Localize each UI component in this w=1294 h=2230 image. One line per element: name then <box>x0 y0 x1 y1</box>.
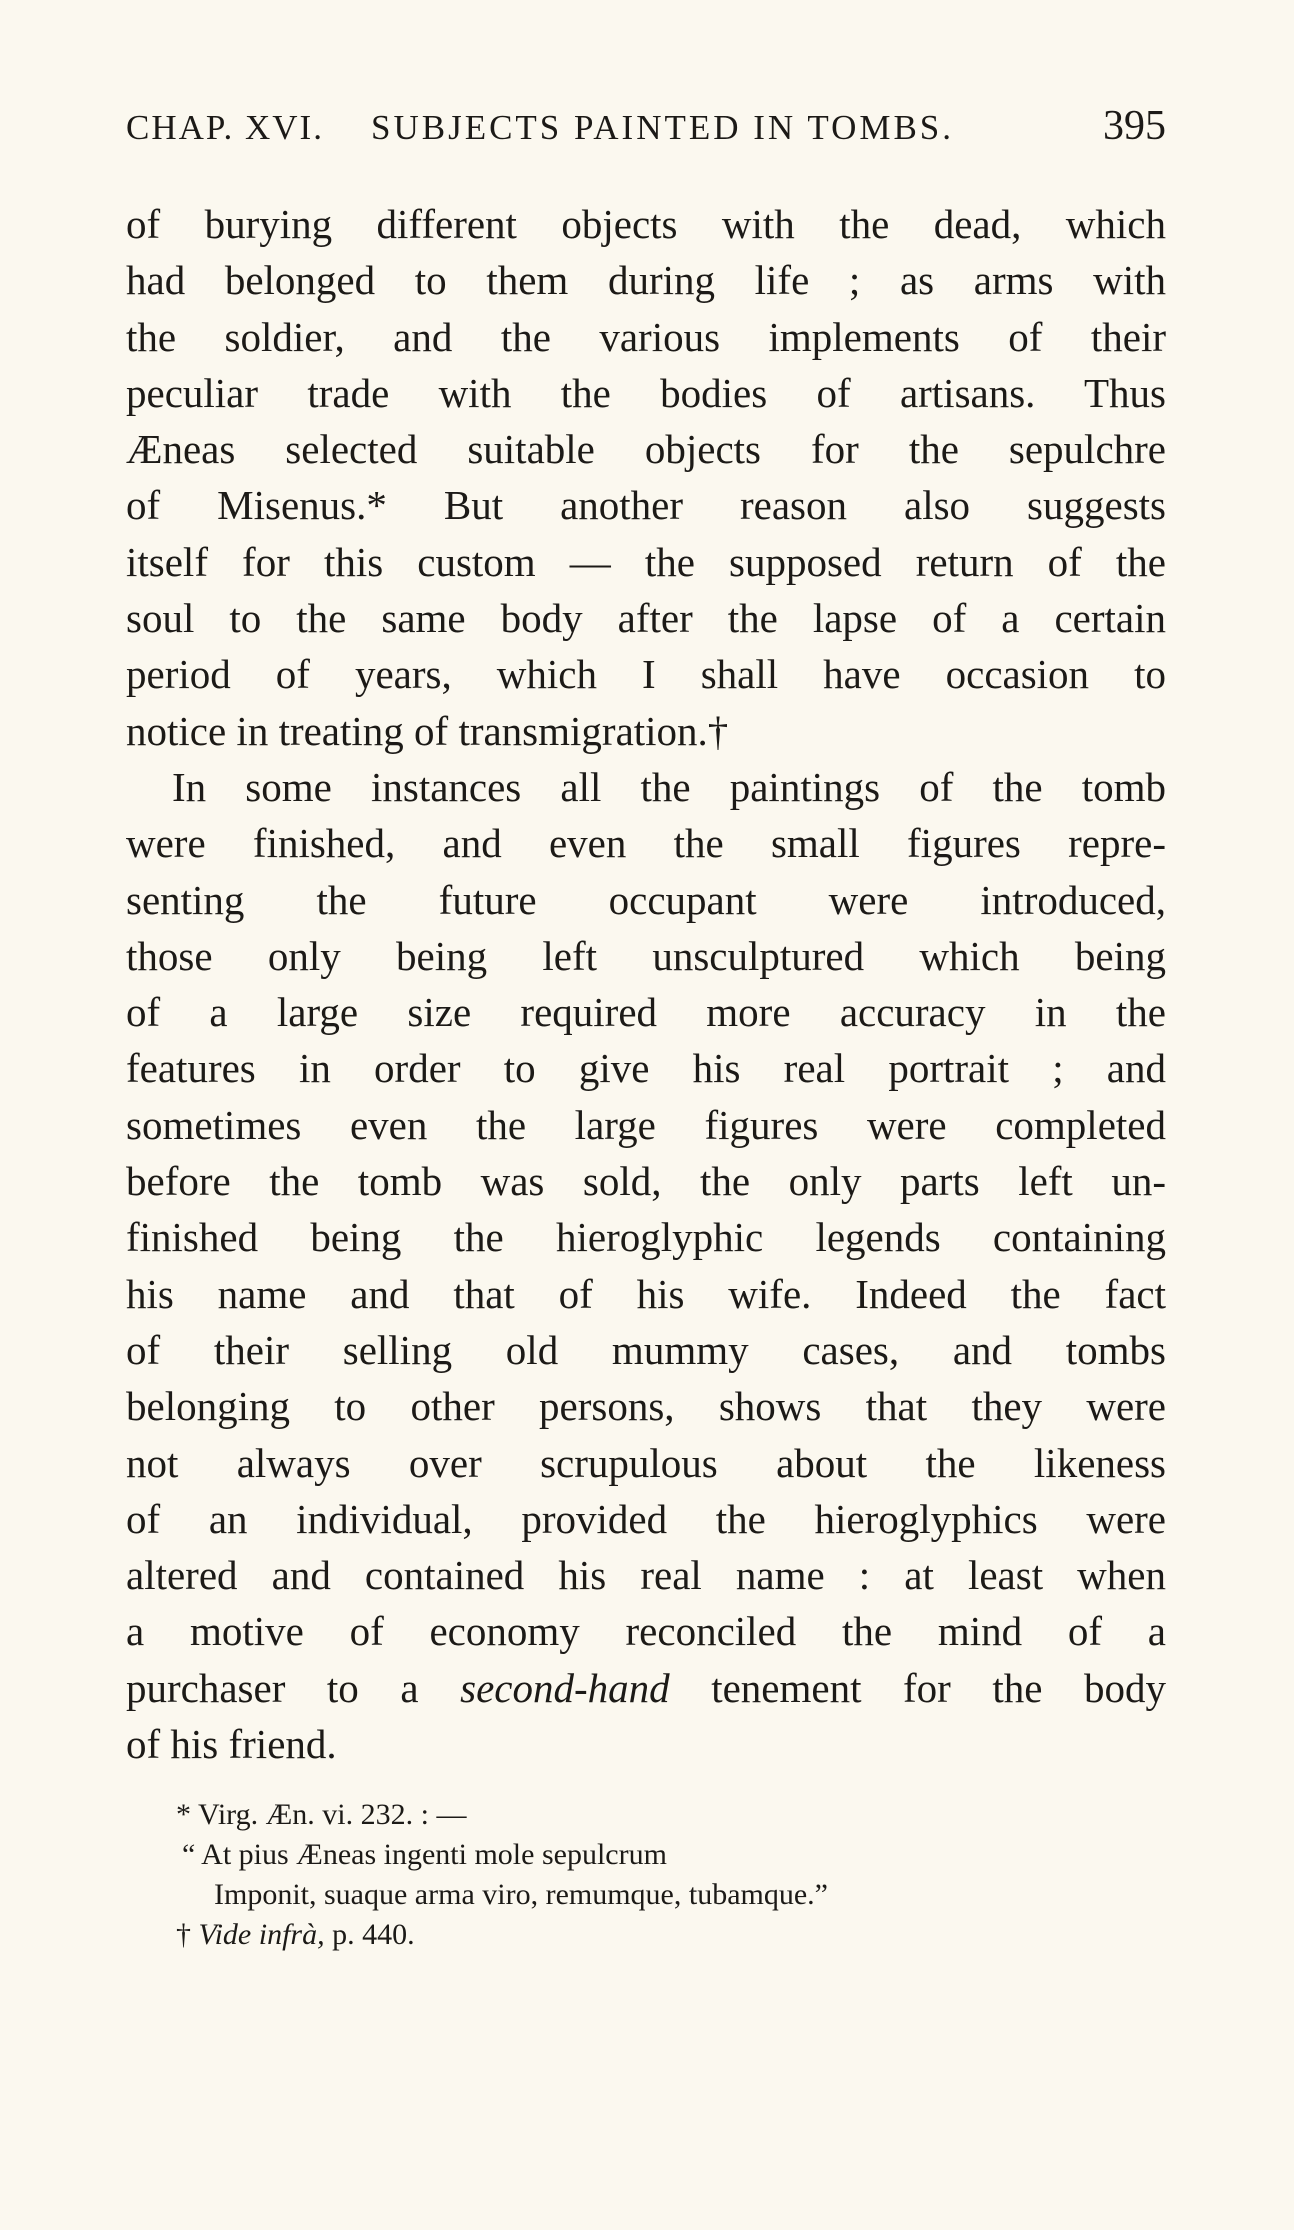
text-line: his name and that of his wife. Indeed the fact <box>126 1270 1166 1317</box>
footnote-1-quote-line-1: “ At pius Æneas ingenti mole sepulcrum <box>182 1838 667 1871</box>
text-line: before the tomb was sold, the only parts left un- <box>126 1158 1166 1205</box>
text-line: senting the future occupant were introduced, <box>126 876 1166 923</box>
page-number: 395 <box>1103 103 1166 149</box>
text-line: finished being the hieroglyphic legends containing <box>126 1214 1166 1261</box>
text-line: of his friend. <box>126 1721 337 1768</box>
text-line: were finished, and even the small figures repre- <box>126 820 1166 867</box>
text-line: the soldier, and the various implements of their <box>126 313 1166 360</box>
footnote-1-reference: * Virg. Æn. vi. 232. : — <box>176 1798 467 1831</box>
text-segment: tenement for the body <box>711 1664 1167 1711</box>
text-line: of a large size required more accuracy in the <box>126 989 1166 1036</box>
running-head <box>126 103 1166 158</box>
footnote-1-quote-line-2: Imponit, suaque arma viro, remumque, tubamque.” <box>214 1878 828 1911</box>
running-title: SUBJECTS PAINTED IN TOMBS. <box>371 108 955 147</box>
text-line: had belonged to them during life ; as arms with <box>126 257 1166 304</box>
paragraph-start-line: In some instances all the paintings of the tomb <box>172 763 1166 810</box>
italic-phrase: second-hand <box>460 1664 670 1711</box>
text-line: of Misenus.* But another reason also suggests <box>126 482 1166 529</box>
text-line <box>126 1660 1166 1716</box>
text-line: itself for this custom — the supposed return of the <box>126 538 1166 585</box>
footnote-2 <box>176 1915 1136 1955</box>
body-text <box>126 196 1166 1772</box>
text-line: those only being left unsculptured which being <box>126 932 1166 979</box>
text-line: notice in treating of transmigration.† <box>126 707 729 754</box>
text-line: of their selling old mummy cases, and tombs <box>126 1326 1166 1373</box>
text-line: peculiar trade with the bodies of artisans. Thus <box>126 369 1166 416</box>
text-line: features in order to give his real portrait ; and <box>126 1045 1166 1092</box>
text-line: not always over scrupulous about the likeness <box>126 1439 1166 1486</box>
dagger-mark: † <box>176 1918 191 1951</box>
footnotes <box>176 1795 1136 1955</box>
text-line: of an individual, provided the hieroglyphics were <box>126 1495 1166 1542</box>
footnote-2-italic: Vide infrà, <box>198 1918 325 1951</box>
chapter-label: CHAP. XVI. <box>126 108 324 147</box>
text-line: altered and contained his real name : at least when <box>126 1552 1166 1599</box>
text-line: a motive of economy reconciled the mind of a <box>126 1608 1166 1655</box>
text-line: sometimes even the large figures were completed <box>126 1101 1166 1148</box>
text-line: belonging to other persons, shows that they were <box>126 1383 1166 1430</box>
text-line: of burying different objects with the dead, which <box>126 201 1166 247</box>
footnote-2-page: p. 440. <box>332 1918 415 1951</box>
text-line: soul to the same body after the lapse of a certain <box>126 595 1166 642</box>
text-line: period of years, which I shall have occasion to <box>126 651 1166 698</box>
text-segment: purchaser to a <box>126 1664 419 1711</box>
text-line: Æneas selected suitable objects for the sepulchre <box>126 426 1166 473</box>
